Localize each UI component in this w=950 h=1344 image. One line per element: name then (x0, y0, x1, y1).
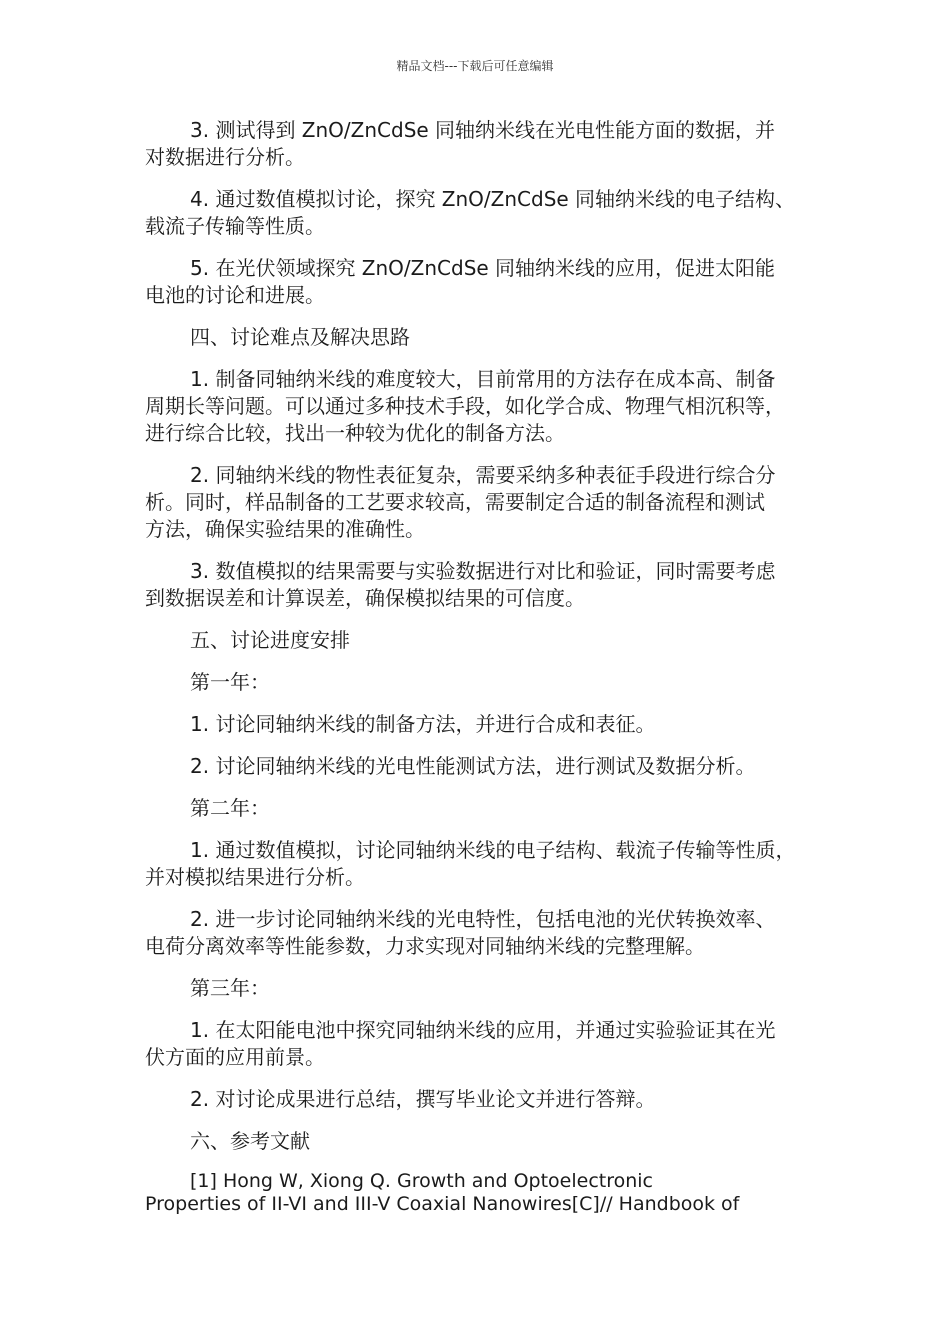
text-line: 5. 在光伏领域探究 ZnO/ZnCdSe 同轴纳米线的应用，促进太阳能 (190, 256, 776, 280)
text-line: 析。同时，样品制备的工艺要求较高，需要制定合适的制备流程和测试 (145, 490, 765, 514)
year-label: 第二年： (190, 796, 270, 820)
schedule-year-1-label (145, 669, 845, 696)
text-line: [1] Hong W, Xiong Q. Growth and Optoelectronic (190, 1170, 653, 1192)
text-line: 4. 通过数值模拟讨论，探究 ZnO/ZnCdSe 同轴纳米线的电子结构、 (190, 187, 796, 211)
text-line: 伏方面的应用前景。 (145, 1045, 325, 1069)
text-line: 3. 数值模拟的结果需要与实验数据进行对比和验证，同时需要考虑 (190, 559, 776, 583)
text-line: 2. 讨论同轴纳米线的光电性能测试方法，进行测试及数据分析。 (190, 754, 756, 778)
paragraph-difficulty-3 (145, 558, 845, 612)
text-line: 载流子传输等性质。 (145, 214, 325, 238)
paragraph-content-item-3 (145, 117, 845, 171)
heading-text: 六、参考文献 (190, 1129, 310, 1153)
paragraph-content-item-4 (145, 186, 845, 240)
text-line: 进行综合比较，找出一种较为优化的制备方法。 (145, 421, 565, 445)
text-line: 方法，确保实验结果的准确性。 (145, 517, 425, 541)
schedule-year-3-label (145, 975, 845, 1002)
schedule-year-1-item-2 (145, 753, 845, 780)
heading-text: 四、讨论难点及解决思路 (190, 325, 410, 349)
text-line: 2. 同轴纳米线的物性表征复杂，需要采纳多种表征手段进行综合分 (190, 463, 776, 487)
text-line: 到数据误差和计算误差，确保模拟结果的可信度。 (145, 586, 585, 610)
text-line: 1. 在太阳能电池中探究同轴纳米线的应用，并通过实验验证其在光 (190, 1018, 776, 1042)
text-line: 对数据进行分析。 (145, 145, 305, 169)
schedule-year-3-item-2 (145, 1086, 845, 1113)
paragraph-difficulty-1 (145, 366, 845, 447)
text-line: 2. 对讨论成果进行总结，撰写毕业论文并进行答辩。 (190, 1087, 656, 1111)
text-line: 2. 进一步讨论同轴纳米线的光电特性，包括电池的光伏转换效率、 (190, 907, 776, 931)
schedule-year-1-item-1 (145, 711, 845, 738)
section-heading-references (145, 1128, 845, 1155)
text-line: 3. 测试得到 ZnO/ZnCdSe 同轴纳米线在光电性能方面的数据，并 (190, 118, 776, 142)
text-line: 周期长等问题。可以通过多种技术手段，如化学合成、物理气相沉积等， (145, 394, 785, 418)
text-line: 电池的讨论和进展。 (145, 283, 325, 307)
schedule-year-3-item-1 (145, 1017, 845, 1071)
text-line: 1. 通过数值模拟，讨论同轴纳米线的电子结构、载流子传输等性质， (190, 838, 796, 862)
reference-item-1 (145, 1170, 845, 1216)
schedule-year-2-item-1 (145, 837, 845, 891)
heading-text: 五、讨论进度安排 (190, 628, 350, 652)
schedule-year-2-item-2 (145, 906, 845, 960)
text-line: 并对模拟结果进行分析。 (145, 865, 365, 889)
paragraph-difficulty-2 (145, 462, 845, 543)
text-line: Properties of II-VI and III-V Coaxial Nanowires[C]// Handbook of (145, 1193, 740, 1215)
text-line: 1. 制备同轴纳米线的难度较大，目前常用的方法存在成本高、制备 (190, 367, 776, 391)
section-heading-schedule (145, 627, 845, 654)
section-heading-difficulties (145, 324, 845, 351)
text-line: 电荷分离效率等性能参数，力求实现对同轴纳米线的完整理解。 (145, 934, 705, 958)
document-body (145, 117, 845, 1231)
schedule-year-2-label (145, 795, 845, 822)
page-header: 精品文档---下载后可任意编辑 (396, 59, 554, 73)
year-label: 第一年： (190, 670, 270, 694)
paragraph-content-item-5 (145, 255, 845, 309)
text-line: 1. 讨论同轴纳米线的制备方法，并进行合成和表征。 (190, 712, 656, 736)
year-label: 第三年： (190, 976, 270, 1000)
